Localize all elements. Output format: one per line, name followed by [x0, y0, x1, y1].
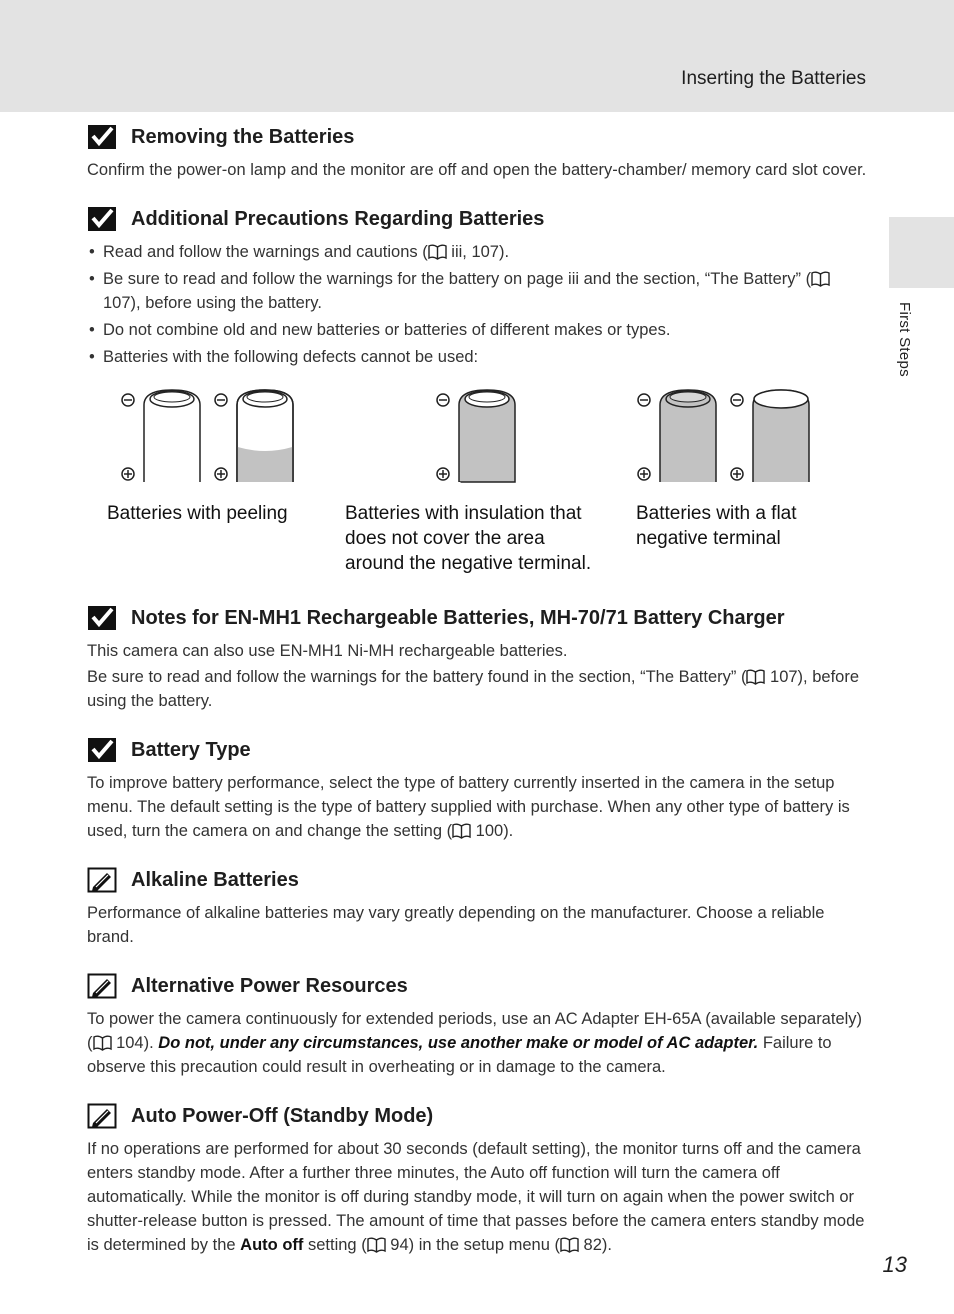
- section-removing-batteries: [87, 120, 867, 182]
- list-item: • Batteries with the following defects cannot be used:: [87, 345, 867, 369]
- book-reference-icon: [93, 1035, 112, 1051]
- section-alkaline-batteries: [87, 863, 867, 949]
- battery-insulation-illustration: [432, 385, 532, 495]
- battery-caption: Batteries with a flat negative terminal: [636, 503, 797, 549]
- check-note-icon: [87, 206, 117, 232]
- check-note-icon: [87, 124, 117, 150]
- battery-flat-terminal-illustration: [633, 385, 813, 495]
- section-body: Confirm the power-on lamp and the monitor are off and open the battery-chamber/ memory card slot cover.: [87, 161, 867, 179]
- chapter-tab: [889, 217, 954, 288]
- section-title: Notes for EN-MH1 Rechargeable Batteries, MH-70/71 Battery Charger: [131, 607, 785, 629]
- list-item: • Be sure to read and follow the warnings for the battery on page iii and the section, “The Battery” ( 107), before using the battery.: [87, 267, 867, 315]
- section-body: To improve battery performance, select the type of battery currently inserted in the camera in the setup menu. The default setting is the type of battery supplied with purchase. When any other type of battery is used, turn the camera on and change the setting ( 100).: [87, 774, 850, 840]
- section-alternative-power: [87, 969, 867, 1079]
- warning-text: Do not, under any circumstances, use another make or model of AC adapter.: [158, 1034, 759, 1052]
- book-reference-icon: [428, 244, 447, 260]
- page-content: [87, 120, 867, 1259]
- section-body: To power the camera continuously for extended periods, use an AC Adapter EH-65A (available separately) ( 104). Do not, under any circumstances, use another make or model of AC adapter. Failure to observe this precaution could result in overheating or in damage to the camera.: [87, 1010, 863, 1076]
- book-reference-icon: [560, 1237, 579, 1253]
- list-item: • Read and follow the warnings and cautions ( iii, 107).: [87, 240, 867, 264]
- section-body: Be sure to read and follow the warnings for the battery found in the section, “The Battery” ( 107), before using the battery.: [87, 668, 859, 710]
- pencil-note-icon: [87, 867, 117, 893]
- check-note-icon: [87, 605, 117, 631]
- section-body: If no operations are performed for about 30 seconds (default setting), the monitor turns off and the camera enters standby mode. After a further three minutes, the Auto off function will turn the camera off automatically. While the monitor is off during standby mode, it will turn on again when the power switch or shutter-release button is pressed. The amount of time that passes before the camera enters standby mode is determined by the Auto off setting ( 94) in the setup menu ( 82).: [87, 1140, 865, 1254]
- pencil-note-icon: [87, 973, 117, 999]
- list-item: • Do not combine old and new batteries or batteries of different makes or types.: [87, 318, 867, 342]
- page-number: 13: [882, 1252, 907, 1277]
- section-title: Removing the Batteries: [131, 126, 355, 148]
- book-reference-icon: [452, 823, 471, 839]
- section-title: Battery Type: [131, 739, 251, 761]
- chapter-tab-label: First Steps: [896, 302, 913, 377]
- battery-peeling-illustration: [117, 385, 297, 495]
- section-title: Additional Precautions Regarding Batteries: [131, 208, 545, 230]
- section-title: Auto Power-Off (Standby Mode): [131, 1105, 434, 1127]
- section-title: Alternative Power Resources: [131, 975, 408, 997]
- battery-caption: Batteries with insulation that does not cover the area around the negative terminal.: [345, 503, 592, 574]
- section-auto-power-off: [87, 1099, 867, 1257]
- section-title: Alkaline Batteries: [131, 869, 299, 891]
- section-body: Performance of alkaline batteries may vary greatly depending on the manufacturer. Choose a reliable brand.: [87, 904, 825, 946]
- book-reference-icon: [746, 669, 765, 685]
- defective-batteries-illustration: [87, 385, 867, 595]
- book-reference-icon: [367, 1237, 386, 1253]
- check-note-icon: [87, 737, 117, 763]
- header-band: [0, 0, 954, 112]
- section-battery-type: [87, 733, 867, 843]
- section-en-mh1-notes: [87, 601, 867, 713]
- battery-group-flat-terminal: [633, 385, 813, 549]
- battery-caption: Batteries with peeling: [107, 503, 288, 524]
- battery-group-insulation: [345, 385, 592, 574]
- section-additional-precautions: [87, 202, 867, 595]
- menu-option-auto-off: Auto off: [240, 1236, 304, 1254]
- book-reference-icon: [811, 271, 830, 287]
- precautions-list: [87, 240, 867, 369]
- pencil-note-icon: [87, 1103, 117, 1129]
- battery-group-peeling: [107, 385, 297, 524]
- section-body: This camera can also use EN-MH1 Ni-MH rechargeable batteries.: [87, 642, 568, 660]
- page-header-title: Inserting the Batteries: [681, 68, 866, 89]
